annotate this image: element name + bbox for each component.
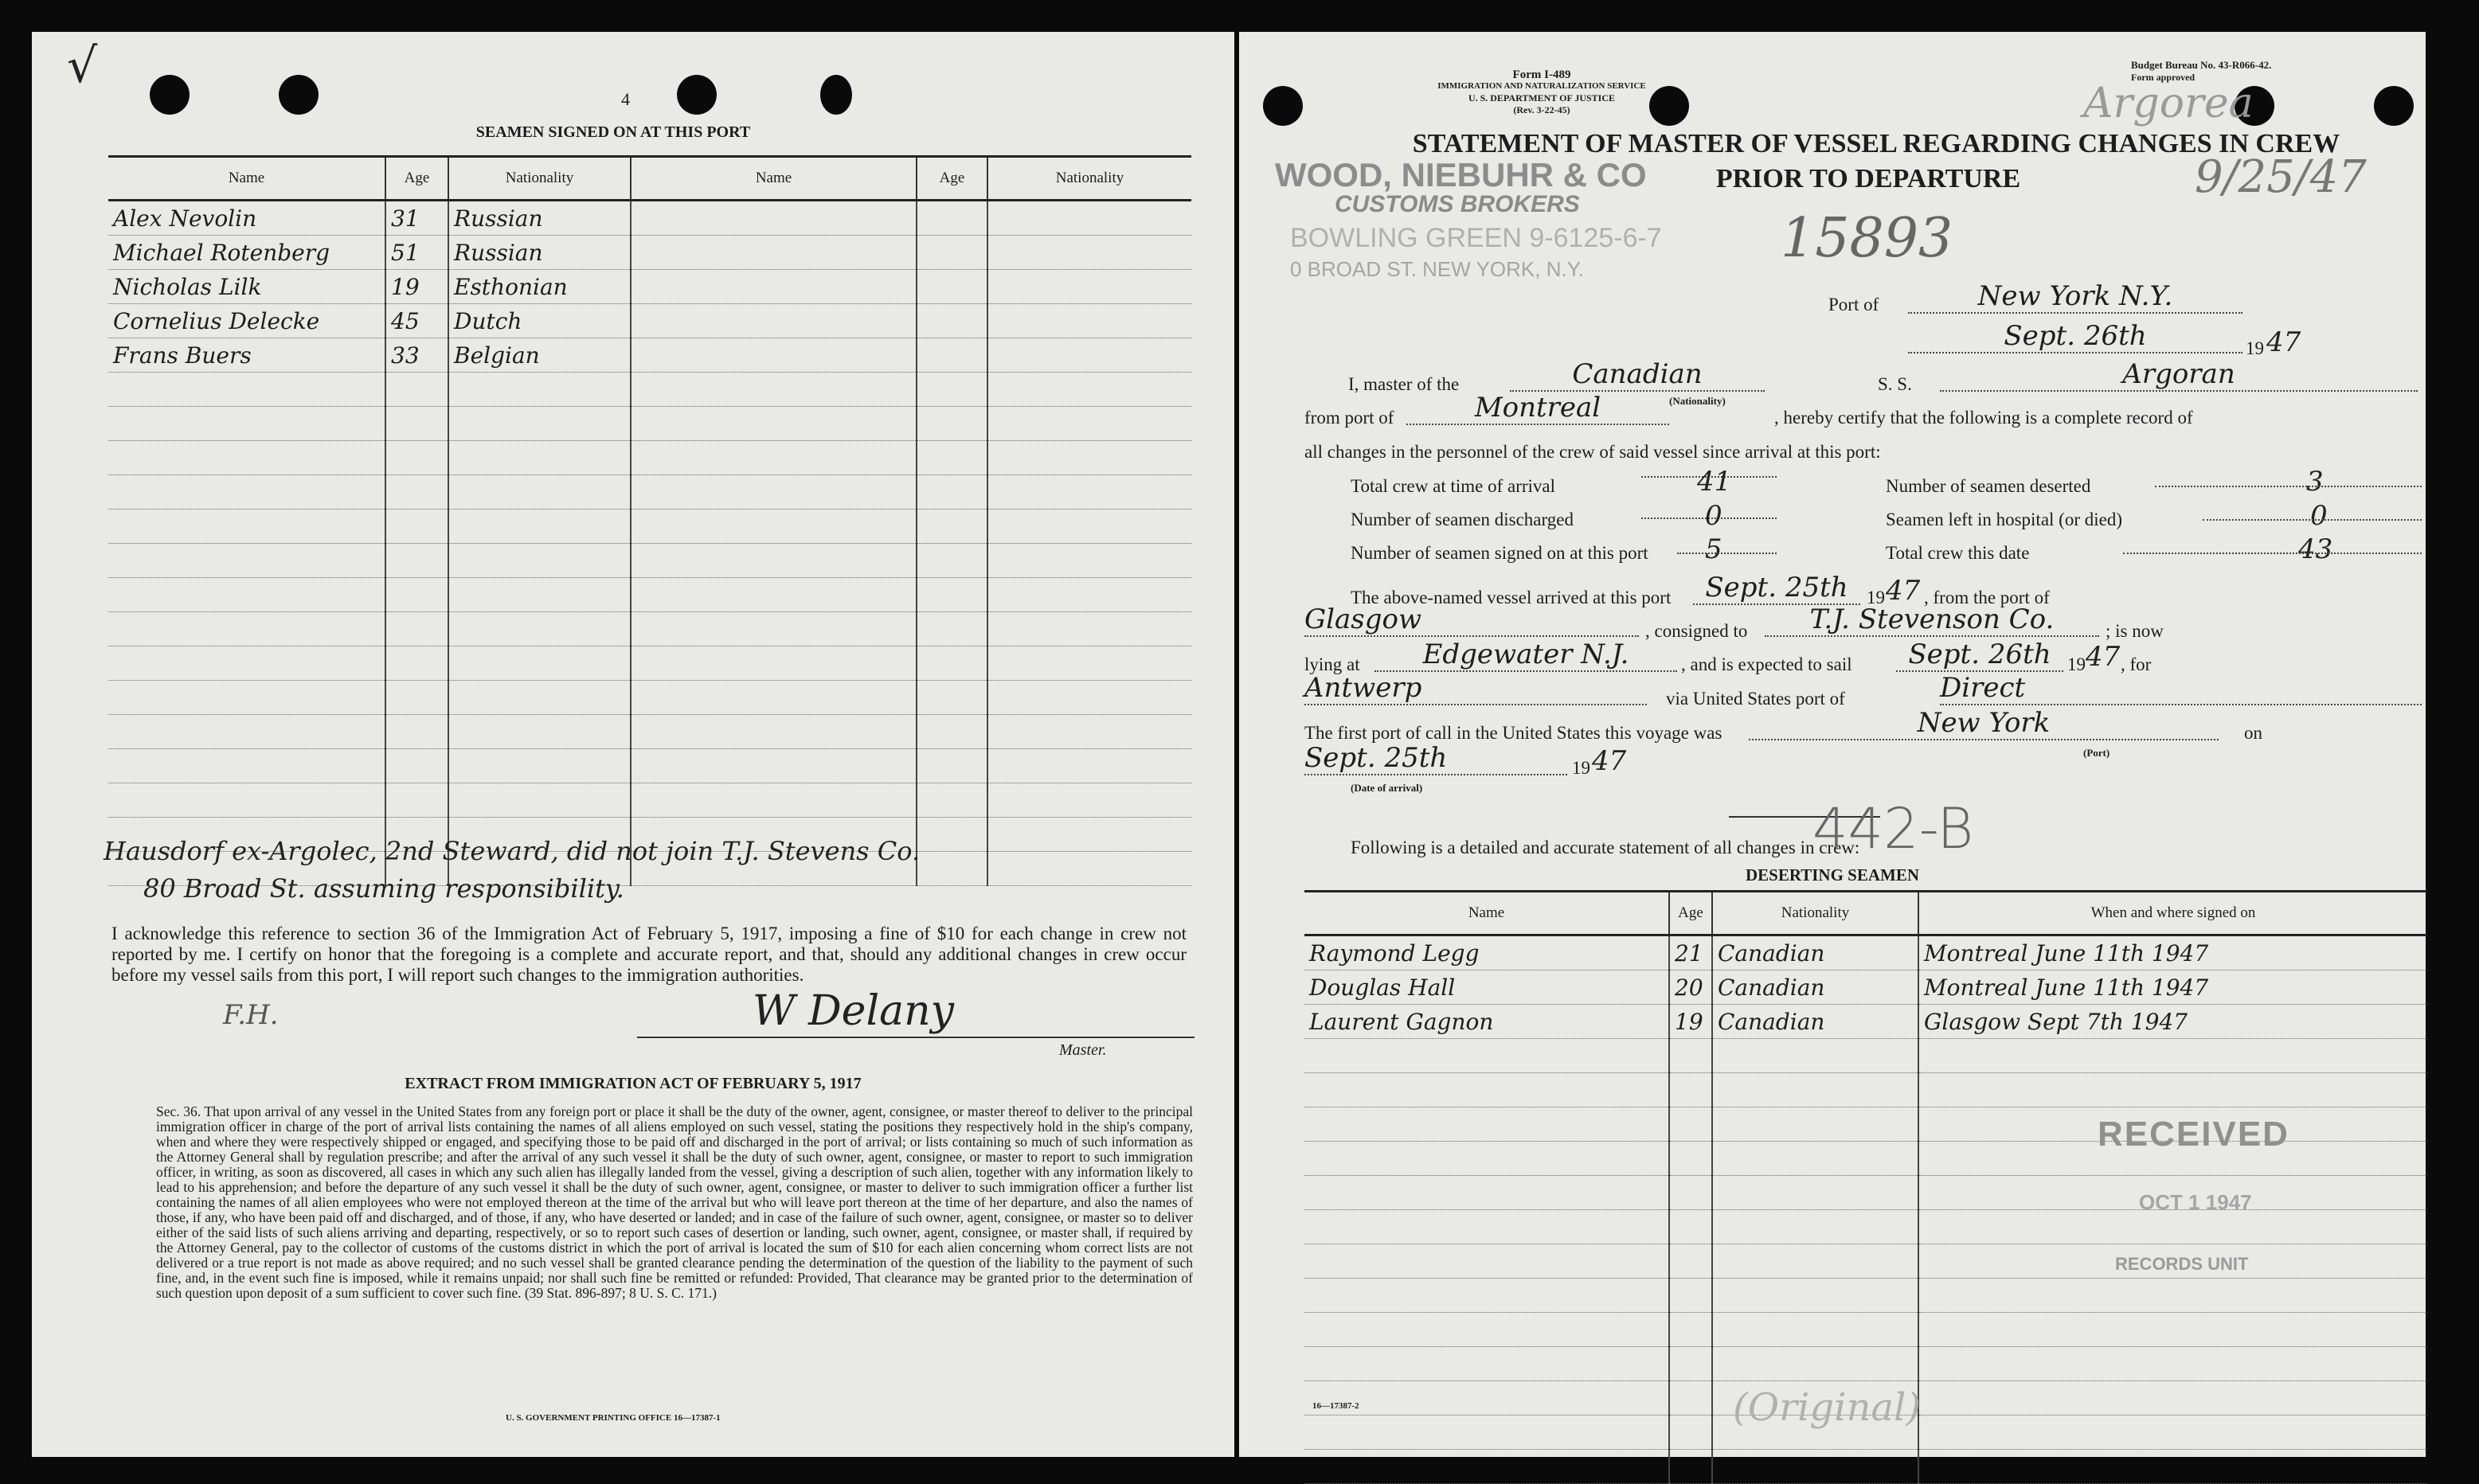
col-header-name: Name — [108, 157, 385, 201]
stat-value: 41 — [1697, 466, 1732, 498]
punch-hole — [677, 75, 717, 115]
right-page — [1239, 32, 2426, 1457]
form-subtitle: PRIOR TO DEPARTURE — [1715, 164, 2021, 193]
table-row — [108, 646, 1191, 681]
table-row — [108, 749, 1191, 783]
expected-label: , and is expected to sail — [1681, 654, 1852, 674]
stat-value: 0 — [2310, 500, 2328, 532]
table-row — [108, 373, 1191, 407]
is-now-label: ; is now — [2106, 621, 2164, 641]
table-row: Douglas Hall 20 Canadian Montreal June 11th 1947 — [1304, 970, 2427, 1005]
consignee-value: T.J. Stevenson Co. — [1765, 603, 2099, 637]
page-number: 4 — [621, 89, 630, 109]
handwritten-note: Hausdorf ex-Argolec, 2nd Steward, did not join T.J. Stevens Co. — [104, 836, 921, 866]
table-row — [108, 681, 1191, 715]
col-header-nationality: Nationality — [1712, 892, 1918, 935]
date-value: Sept. 26th — [1908, 320, 2242, 353]
table-row — [108, 510, 1191, 544]
broker-stamp: WOOD, NIEBUHR & CO — [1275, 156, 1647, 193]
destination-value: Antwerp — [1304, 672, 1647, 705]
first-port-label: The first port of call in the United States this voyage was — [1304, 723, 1722, 743]
year-prefix: 19 — [2246, 338, 2264, 358]
table-row — [108, 441, 1191, 475]
table-header — [1304, 892, 2427, 935]
punch-hole — [279, 75, 319, 115]
table-row: Cornelius Delecke 45 Dutch — [108, 304, 1191, 338]
master-of-label: I, master of the — [1348, 374, 1460, 394]
col-header-age: Age — [385, 157, 448, 201]
table-row: Nicholas Lilk 19 Esthonian — [108, 270, 1191, 304]
col-header-age: Age — [917, 157, 987, 201]
nationality-caption: (Nationality) — [1669, 395, 1726, 407]
table-row — [1304, 1450, 2427, 1484]
stat-label: Total crew at time of arrival — [1351, 476, 1556, 496]
port-value: New York N.Y. — [1908, 280, 2242, 314]
first-date-value: Sept. 25th — [1304, 742, 1567, 775]
port-label: Port of — [1828, 295, 1879, 314]
col-header-age: Age — [1669, 892, 1712, 935]
stat-value: 3 — [2306, 466, 2324, 498]
stat-label: Seamen left in hospital (or died) — [1886, 510, 2123, 529]
year-prefix: 19 — [1572, 758, 1590, 778]
stat-label: Number of seamen signed on at this port — [1351, 543, 1648, 563]
table-row — [1304, 1244, 2427, 1279]
table-row — [108, 407, 1191, 441]
stat-label: Number of seamen discharged — [1351, 510, 1574, 529]
ss-label: S. S. — [1878, 374, 1912, 394]
sail-value: Sept. 26th — [1896, 639, 2063, 672]
via-label: via United States port of — [1666, 689, 1845, 709]
agency-line: IMMIGRATION AND NATURALIZATION SERVICE — [1437, 81, 1646, 91]
table-row: Laurent Gagnon 19 Canadian Glasgow Sept 7th 1947 — [1304, 1005, 2427, 1039]
extract-text: Sec. 36. That upon arrival of any vessel in the United States from any foreign port or place it shall be the duty of the owner, agent, consignee, or master thereof to deliver to the principal immigration officer in charge of the port of arrival lists containing the names of all aliens employed on such vessel, stating the positions they respectively hold in the ship's company, when and where they were respectively shipped or engaged, and specifying those to be paid off and discharged in the port of arrival; or lists containing so much of such information as the Attorney General shall by regulation prescribe; and after the arrival of any such vessel it shall be the duty of such owner, agent, consignee, or master to report to such immigration officer, in writing, as soon as discovered, all cases in which any such alien has illegally landed from the vessel, giving a description of such alien, together with any information likely to lead to his apprehension; and before the departure of any such vessel it shall be the duty of such owner, agent, consignee, or master to deliver to such immigration officer a further list containing the names of all alien employees who were not employed thereon at the time of the arrival but who will leave port thereon at the time of her departure, and also the names of those, if any, who have been paid off and discharged, and of those, if any, who have deserted or landed; and in case of the failure of such owner, agent, consignee, or master so to deliver either of the said lists of such aliens arriving and departing, respectively, or so to report such cases of desertion or landing, such owner, agent, consignee, or master shall, if required by the Attorney General, pay to the collector of customs of the customs district in which the port of arrival is located the sum of $10 for each alien concerning whom correct lists are not delivered or a true report is not made as above required; and no such vessel shall be granted clearance pending the determination of the question of the liability to the payment of such fine, and, in the event such fine is imposed, while it remains unpaid; nor shall such fine be remitted or refunded: Provided, That clearance may be granted prior to the determination of such question upon deposit of a sum sufficient to cover such fine. (39 Stat. 896-897; 8 U. S. C. 171.) — [156, 1103, 1193, 1301]
left-page — [32, 32, 1234, 1457]
received-stamp: RECEIVED — [2098, 1115, 2289, 1154]
master-signature: W Delany — [753, 987, 954, 1035]
table-row — [108, 475, 1191, 510]
date-caption: (Date of arrival) — [1351, 782, 1423, 794]
punch-hole — [150, 75, 190, 115]
broker-stamp: 0 BROAD ST. NEW YORK, N.Y. — [1290, 257, 1584, 281]
handwritten-note: 80 Broad St. assuming responsibility. — [143, 873, 624, 904]
stat-leader — [2203, 519, 2422, 521]
port-caption: (Port) — [2083, 747, 2110, 759]
agency-line: U. S. DEPARTMENT OF JUSTICE — [1468, 92, 1616, 103]
on-label: on — [2244, 723, 2262, 743]
from-port-of-label: , from the port of — [1924, 588, 2050, 607]
file-note: F.H. — [223, 999, 279, 1031]
sail-year: 47 — [2086, 641, 2121, 673]
broker-stamp: BOWLING GREEN 9-6125-6-7 — [1290, 223, 1662, 253]
from-port-label: from port of — [1304, 408, 1394, 428]
ship-value: Argoran — [1940, 358, 2418, 392]
table-row — [108, 715, 1191, 749]
arrived-label: The above-named vessel arrived at this port — [1351, 588, 1672, 607]
punch-hole — [1263, 86, 1303, 126]
table-row — [1304, 1313, 2427, 1347]
col-header-nationality: Nationality — [448, 157, 631, 201]
table-row: Raymond Legg 21 Canadian Montreal June 11th 1947 — [1304, 935, 2427, 970]
original-mark: (Original) — [1733, 1385, 1922, 1430]
stat-label: Number of seamen deserted — [1886, 476, 2091, 496]
table-row: Michael Rotenberg 51 Russian — [108, 236, 1191, 270]
all-changes-text: all changes in the personnel of the crew of said vessel since arrival at this port: — [1304, 442, 1881, 462]
col-header-name: Name — [631, 157, 917, 201]
deserting-heading: DESERTING SEAMEN — [1745, 865, 1920, 885]
year-prefix: 19 — [1867, 588, 1885, 607]
section-heading: SEAMEN SIGNED ON AT THIS PORT — [475, 123, 751, 141]
form-title: STATEMENT OF MASTER OF VESSEL REGARDING CHANGES IN CREW — [1412, 129, 2340, 158]
table-header — [108, 157, 1191, 201]
for-label: , for — [2121, 654, 2152, 674]
budget-number: Budget Bureau No. 43-R066-42. — [2131, 59, 2272, 71]
stat-value: 0 — [1705, 500, 1722, 532]
table-row — [108, 612, 1191, 646]
corner-ship-note: Argorea — [2083, 80, 2254, 127]
signature-line — [637, 1037, 1195, 1038]
year-value: 47 — [2266, 326, 2301, 358]
table-row — [108, 783, 1191, 818]
form-number: Form I-489 — [1512, 68, 1571, 81]
stat-leader — [1677, 553, 1777, 554]
certify-text: , hereby certify that the following is a complete record of — [1774, 408, 2193, 428]
corner-date-note: 9/25/47 — [2195, 151, 2367, 203]
table-row — [1304, 1176, 2427, 1210]
table-row — [1304, 1039, 2427, 1073]
printing-code: 16—17387-2 — [1312, 1401, 1359, 1411]
table-row — [108, 578, 1191, 612]
broker-stamp: CUSTOMS BROKERS — [1335, 191, 1580, 217]
acknowledgement-text: I acknowledge this reference to section 36 of the Immigration Act of February 5, 1917, imposing a fine of $10 for each change in crew not reported by me. I certify on honor that the foregoing is a complete and accurate report, and that, should any additional changes in crew occur before my vessel sails from this port, I will report such changes to the immigration authorities. — [111, 924, 1187, 985]
table-row — [1304, 1210, 2427, 1244]
table-row: Alex Nevolin 31 Russian — [108, 201, 1191, 236]
col-header-name: Name — [1304, 892, 1669, 935]
table-row — [1304, 1279, 2427, 1313]
consigned-label: , consigned to — [1645, 621, 1748, 641]
first-year: 47 — [1592, 745, 1627, 777]
printing-office: U. S. GOVERNMENT PRINTING OFFICE 16—17387-1 — [506, 1413, 721, 1423]
lying-at-label: lying at — [1304, 654, 1360, 674]
arrived-value: Sept. 25th — [1693, 572, 1860, 605]
master-label: Master. — [1059, 1041, 1107, 1059]
stat-leader — [2155, 486, 2422, 487]
stat-label: Total crew this date — [1886, 543, 2030, 563]
revision-date: (Rev. 3-22-45) — [1513, 104, 1570, 115]
year-prefix: 19 — [2067, 654, 2086, 674]
punch-hole — [2374, 86, 2414, 126]
first-port-value: New York — [1749, 707, 2219, 740]
received-date-stamp: OCT 1 1947 — [2139, 1190, 2252, 1214]
arrived-year: 47 — [1886, 575, 1921, 607]
signed-on-table — [108, 155, 1191, 886]
col-header-signed-on: When and where signed on — [1918, 892, 2427, 935]
lying-value: Edgewater N.J. — [1374, 639, 1677, 672]
punch-hole — [820, 75, 852, 115]
table-row: Frans Buers 33 Belgian — [108, 338, 1191, 373]
col-header-nationality: Nationality — [987, 157, 1191, 201]
records-stamp: RECORDS UNIT — [2115, 1254, 2249, 1274]
file-number: 15893 — [1781, 207, 1953, 270]
table-row — [1304, 1073, 2427, 1107]
table-row — [1304, 1347, 2427, 1381]
origin-value: Glasgow — [1304, 603, 1639, 637]
stat-leader — [2123, 553, 2422, 554]
reference-code: 442-B — [1812, 796, 1974, 861]
nationality-value: Canadian — [1510, 358, 1765, 392]
stat-value: 5 — [1705, 533, 1722, 565]
extract-title: EXTRACT FROM IMMIGRATION ACT OF FEBRUARY 5, 1917 — [405, 1075, 862, 1092]
form-approved: Form approved — [2131, 72, 2196, 83]
check-mark: √ — [67, 38, 98, 94]
following-label: Following is a detailed and accurate statement of all changes in crew: — [1351, 838, 1860, 857]
stat-value: 43 — [2298, 533, 2333, 565]
via-value: Direct — [1940, 672, 2422, 705]
from-port-value: Montreal — [1406, 392, 1669, 425]
table-row — [108, 544, 1191, 578]
